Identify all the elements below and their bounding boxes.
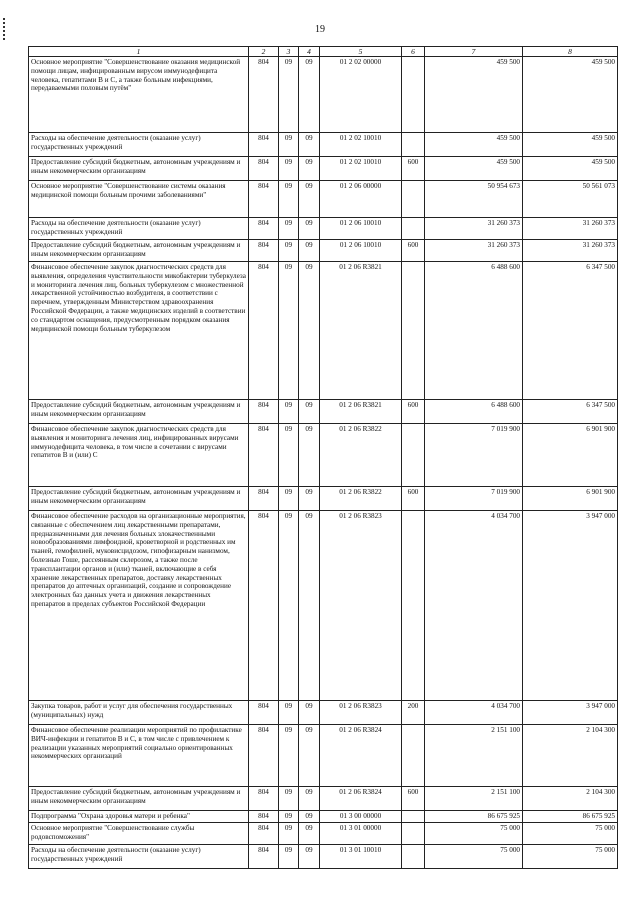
row-section: 09 xyxy=(279,701,299,725)
row-section: 09 xyxy=(279,811,299,823)
row-code-ministry: 804 xyxy=(249,424,279,487)
page-number: 19 xyxy=(315,24,325,35)
table-row xyxy=(29,811,618,823)
row-code-ministry: 804 xyxy=(249,844,279,868)
row-section: 09 xyxy=(279,133,299,157)
row-section: 09 xyxy=(279,262,299,400)
row-code-ministry: 804 xyxy=(249,133,279,157)
header-col-6: 6 xyxy=(402,47,425,57)
row-amount-2: 459 500 xyxy=(523,157,618,181)
row-name: Основное мероприятие "Совершенствование оказания медицинской помощи лицам, инфицированным вирусом иммунодефицита человека, гепатитами В и С, а также больным инфекциями, передаваемыми половым путём" xyxy=(29,57,249,133)
row-expense-type: 600 xyxy=(402,787,425,811)
row-amount-2: 459 500 xyxy=(523,133,618,157)
row-expense-type: 600 xyxy=(402,487,425,511)
row-amount-1: 7 019 900 xyxy=(425,424,523,487)
row-name: Основное мероприятие "Совершенствование системы оказания медицинской помощи больным прочими заболеваниями" xyxy=(29,181,249,218)
row-code-ministry: 804 xyxy=(249,181,279,218)
row-subsection: 09 xyxy=(299,157,320,181)
row-target-article: 01 2 06 R3821 xyxy=(320,400,402,424)
row-code-ministry: 804 xyxy=(249,811,279,823)
row-target-article: 01 2 06 10010 xyxy=(320,218,402,240)
row-code-ministry: 804 xyxy=(249,487,279,511)
row-expense-type xyxy=(402,424,425,487)
row-subsection: 09 xyxy=(299,811,320,823)
table-row xyxy=(29,157,618,181)
row-amount-1: 2 151 100 xyxy=(425,725,523,787)
row-subsection: 09 xyxy=(299,822,320,844)
row-code-ministry: 804 xyxy=(249,57,279,133)
row-code-ministry: 804 xyxy=(249,157,279,181)
row-target-article: 01 2 02 00000 xyxy=(320,57,402,133)
row-expense-type: 600 xyxy=(402,240,425,262)
row-expense-type: 600 xyxy=(402,400,425,424)
table-row xyxy=(29,725,618,787)
table-row xyxy=(29,57,618,133)
row-target-article: 01 2 06 R3824 xyxy=(320,725,402,787)
row-amount-2: 75 000 xyxy=(523,844,618,868)
row-name: Финансовое обеспечение закупок диагностических средств для выявления и мониторинга лечения лиц, инфицированных вирусами иммунодефицита человека, в том числе в сочетании с вирусами гепатитов В и (или) С xyxy=(29,424,249,487)
row-target-article: 01 3 01 00000 xyxy=(320,822,402,844)
row-name: Расходы на обеспечение деятельности (оказание услуг) государственных учреждений xyxy=(29,218,249,240)
row-section: 09 xyxy=(279,57,299,133)
row-name: Предоставление субсидий бюджетным, автономным учреждениям и иным некоммерческим организациям xyxy=(29,157,249,181)
row-subsection: 09 xyxy=(299,511,320,701)
row-expense-type xyxy=(402,844,425,868)
row-amount-2: 6 347 500 xyxy=(523,400,618,424)
table-row xyxy=(29,240,618,262)
row-code-ministry: 804 xyxy=(249,511,279,701)
row-subsection: 09 xyxy=(299,240,320,262)
row-code-ministry: 804 xyxy=(249,218,279,240)
row-name: Основное мероприятие "Совершенствование службы родовспоможения" xyxy=(29,822,249,844)
row-section: 09 xyxy=(279,157,299,181)
row-amount-2: 2 104 300 xyxy=(523,787,618,811)
row-amount-1: 31 260 373 xyxy=(425,218,523,240)
row-expense-type: 600 xyxy=(402,157,425,181)
row-code-ministry: 804 xyxy=(249,701,279,725)
row-expense-type xyxy=(402,218,425,240)
row-name: Расходы на обеспечение деятельности (оказание услуг) государственных учреждений xyxy=(29,133,249,157)
row-target-article: 01 2 02 10010 xyxy=(320,157,402,181)
row-section: 09 xyxy=(279,725,299,787)
row-target-article: 01 2 06 00000 xyxy=(320,181,402,218)
row-amount-2: 86 675 925 xyxy=(523,811,618,823)
row-amount-2: 31 260 373 xyxy=(523,240,618,262)
row-amount-1: 2 151 100 xyxy=(425,787,523,811)
row-amount-1: 7 019 900 xyxy=(425,487,523,511)
row-name: Финансовое обеспечение закупок диагностических средств для выявления, определения чувствительности микобактерии туберкулеза и мониторинга лечения лиц, больных туберкулезом с множественной лекарственной устойчивостью возбудителя, в соответствии с перечнем, утвержденным Министерством здравоохранения Российской Федерации, а также медицинских изделий в соответствии со стандартом оснащения, предусмотренным порядком оказания медицинской помощи больным туберкулезом xyxy=(29,262,249,400)
row-section: 09 xyxy=(279,844,299,868)
row-code-ministry: 804 xyxy=(249,240,279,262)
row-amount-2: 3 947 000 xyxy=(523,701,618,725)
row-expense-type xyxy=(402,511,425,701)
row-amount-1: 459 500 xyxy=(425,157,523,181)
header-col-4: 4 xyxy=(299,47,320,57)
table-row xyxy=(29,262,618,400)
table-row xyxy=(29,133,618,157)
row-amount-2: 6 901 900 xyxy=(523,424,618,487)
header-row xyxy=(29,47,618,57)
row-name: Закупка товаров, работ и услуг для обеспечения государственных (муниципальных) нужд xyxy=(29,701,249,725)
row-section: 09 xyxy=(279,218,299,240)
row-amount-2: 459 500 xyxy=(523,57,618,133)
row-target-article: 01 2 06 10010 xyxy=(320,240,402,262)
row-code-ministry: 804 xyxy=(249,822,279,844)
row-subsection: 09 xyxy=(299,57,320,133)
row-amount-2: 2 104 300 xyxy=(523,725,618,787)
row-amount-2: 31 260 373 xyxy=(523,218,618,240)
row-amount-2: 6 901 900 xyxy=(523,487,618,511)
row-expense-type: 200 xyxy=(402,701,425,725)
row-code-ministry: 804 xyxy=(249,262,279,400)
row-target-article: 01 2 06 R3822 xyxy=(320,487,402,511)
table-row xyxy=(29,787,618,811)
row-amount-1: 6 488 600 xyxy=(425,262,523,400)
table-row xyxy=(29,822,618,844)
row-target-article: 01 3 01 10010 xyxy=(320,844,402,868)
row-amount-1: 459 500 xyxy=(425,133,523,157)
table-row xyxy=(29,181,618,218)
row-name: Расходы на обеспечение деятельности (оказание услуг) государственных учреждений xyxy=(29,844,249,868)
row-expense-type xyxy=(402,57,425,133)
row-subsection: 09 xyxy=(299,787,320,811)
row-amount-1: 6 488 600 xyxy=(425,400,523,424)
row-amount-1: 459 500 xyxy=(425,57,523,133)
row-amount-1: 86 675 925 xyxy=(425,811,523,823)
row-target-article: 01 2 06 R3824 xyxy=(320,787,402,811)
row-subsection: 09 xyxy=(299,487,320,511)
row-name: Финансовое обеспечение расходов на организационные мероприятия, связанные с обеспечением лиц лекарственными препаратами, предназначенными для лечения больных злокачественными новообразованиями лимфоидной, кроветворной и родственных им тканей, гемофилией, муковисцидозом, гипофизарным нанизмом, болезнью Гоше, рассеянным склерозом, а также после трансплантации органов и (или) тканей, включающие в себя хранение лекарственных препаратов, доставку лекарственных препаратов до аптечных организаций, создание и сопровождение электронных баз данных учета и движения лекарственных препаратов в пределах субъектов Российской Федерации xyxy=(29,511,249,701)
row-amount-1: 50 954 673 xyxy=(425,181,523,218)
row-subsection: 09 xyxy=(299,262,320,400)
row-section: 09 xyxy=(279,487,299,511)
row-target-article: 01 3 00 00000 xyxy=(320,811,402,823)
row-amount-2: 6 347 500 xyxy=(523,262,618,400)
row-expense-type xyxy=(402,811,425,823)
row-name: Предоставление субсидий бюджетным, автономным учреждениям и иным некоммерческим организациям xyxy=(29,240,249,262)
table-row xyxy=(29,400,618,424)
budget-table xyxy=(28,46,618,869)
row-amount-2: 50 561 073 xyxy=(523,181,618,218)
row-target-article: 01 2 06 R3821 xyxy=(320,262,402,400)
row-section: 09 xyxy=(279,240,299,262)
row-code-ministry: 804 xyxy=(249,787,279,811)
row-target-article: 01 2 06 R3823 xyxy=(320,701,402,725)
row-name: Предоставление субсидий бюджетным, автономным учреждениям и иным некоммерческим организациям xyxy=(29,787,249,811)
row-subsection: 09 xyxy=(299,844,320,868)
table-row xyxy=(29,844,618,868)
row-code-ministry: 804 xyxy=(249,725,279,787)
header-col-7: 7 xyxy=(425,47,523,57)
row-section: 09 xyxy=(279,181,299,218)
row-amount-1: 75 000 xyxy=(425,822,523,844)
row-target-article: 01 2 02 10010 xyxy=(320,133,402,157)
table-row xyxy=(29,218,618,240)
table-row xyxy=(29,511,618,701)
row-section: 09 xyxy=(279,400,299,424)
header-col-5: 5 xyxy=(320,47,402,57)
row-target-article: 01 2 06 R3822 xyxy=(320,424,402,487)
table-row xyxy=(29,424,618,487)
row-name: Финансовое обеспечение реализации мероприятий по профилактике ВИЧ-инфекции и гепатитов В и С, в том числе с привлечением к реализации указанных мероприятий социально ориентированных некоммерческих организаций xyxy=(29,725,249,787)
row-amount-1: 4 034 700 xyxy=(425,511,523,701)
row-expense-type xyxy=(402,262,425,400)
row-amount-1: 4 034 700 xyxy=(425,701,523,725)
row-expense-type xyxy=(402,725,425,787)
row-subsection: 09 xyxy=(299,701,320,725)
header-col-8: 8 xyxy=(523,47,618,57)
row-amount-1: 75 000 xyxy=(425,844,523,868)
row-expense-type xyxy=(402,181,425,218)
row-code-ministry: 804 xyxy=(249,400,279,424)
row-expense-type xyxy=(402,822,425,844)
header-col-1: 1 xyxy=(29,47,249,57)
table-row xyxy=(29,487,618,511)
row-subsection: 09 xyxy=(299,181,320,218)
table-row xyxy=(29,701,618,725)
row-subsection: 09 xyxy=(299,400,320,424)
row-amount-2: 75 000 xyxy=(523,822,618,844)
row-subsection: 09 xyxy=(299,424,320,487)
row-name: Предоставление субсидий бюджетным, автономным учреждениям и иным некоммерческим организациям xyxy=(29,400,249,424)
row-subsection: 09 xyxy=(299,725,320,787)
row-name: Подпрограмма "Охрана здоровья матери и ребенка" xyxy=(29,811,249,823)
row-amount-2: 3 947 000 xyxy=(523,511,618,701)
row-section: 09 xyxy=(279,787,299,811)
header-col-2: 2 xyxy=(249,47,279,57)
row-subsection: 09 xyxy=(299,133,320,157)
row-expense-type xyxy=(402,133,425,157)
header-col-3: 3 xyxy=(279,47,299,57)
row-amount-1: 31 260 373 xyxy=(425,240,523,262)
row-section: 09 xyxy=(279,511,299,701)
row-subsection: 09 xyxy=(299,218,320,240)
row-section: 09 xyxy=(279,822,299,844)
row-name: Предоставление субсидий бюджетным, автономным учреждениям и иным некоммерческим организациям xyxy=(29,487,249,511)
row-section: 09 xyxy=(279,424,299,487)
row-target-article: 01 2 06 R3823 xyxy=(320,511,402,701)
